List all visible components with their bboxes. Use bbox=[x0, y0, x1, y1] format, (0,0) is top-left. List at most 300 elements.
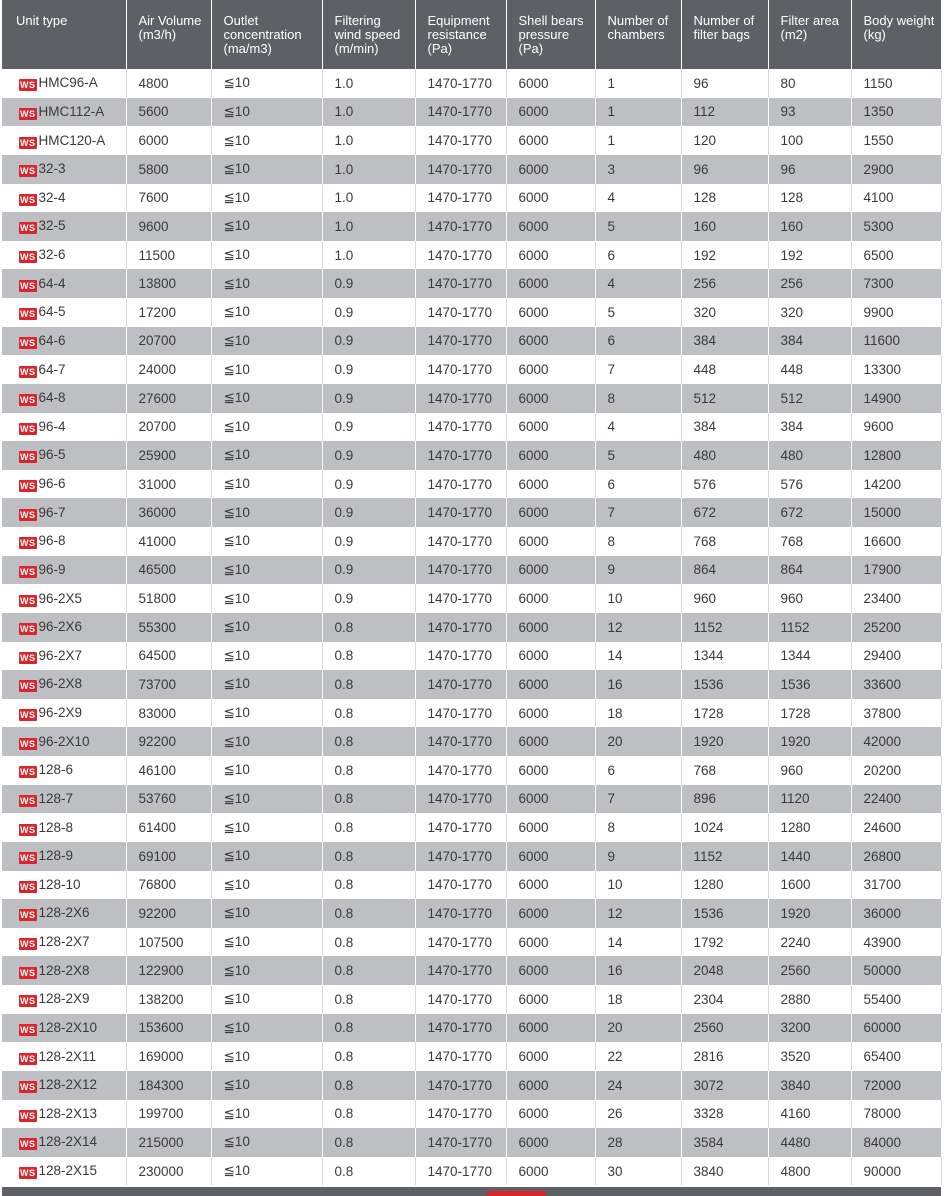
cell-number-of-chambers: 1 bbox=[595, 126, 681, 155]
cell-filter-area: 672 bbox=[768, 498, 851, 527]
cell-filtering-wind-speed: 0.8 bbox=[322, 1100, 415, 1129]
ws-logo-icon: WS bbox=[20, 624, 36, 635]
cell-air-volume: 17200 bbox=[126, 298, 211, 327]
cell-equipment-resistance: 1470-1770 bbox=[415, 985, 506, 1014]
cell-body-weight: 6500 bbox=[851, 241, 941, 270]
cell-filter-area: 1600 bbox=[768, 871, 851, 900]
ws-logo-icon: WS bbox=[20, 481, 36, 492]
cell-number-of-filter-bags: 96 bbox=[681, 69, 768, 98]
cell-unit-type bbox=[2, 727, 126, 756]
cell-number-of-filter-bags: 128 bbox=[681, 184, 768, 213]
header-outlet-concentration: Outlet concentration (ma/m3) bbox=[211, 0, 322, 69]
cell-number-of-chambers: 4 bbox=[595, 269, 681, 298]
cell-equipment-resistance: 1470-1770 bbox=[415, 498, 506, 527]
cell-unit-type bbox=[2, 527, 126, 556]
cell-unit-type bbox=[2, 155, 126, 184]
cell-number-of-chambers: 10 bbox=[595, 584, 681, 613]
table-row bbox=[2, 1128, 941, 1157]
cell-body-weight: 23400 bbox=[851, 584, 941, 613]
unit-type-label: 128-2X9 bbox=[38, 991, 90, 1007]
ws-logo-icon: WS bbox=[20, 1024, 36, 1035]
cell-number-of-chambers: 22 bbox=[595, 1042, 681, 1071]
cell-number-of-filter-bags: 1344 bbox=[681, 642, 768, 671]
cell-unit-type bbox=[2, 384, 126, 413]
cell-equipment-resistance: 1470-1770 bbox=[415, 956, 506, 985]
cell-number-of-chambers: 7 bbox=[595, 785, 681, 814]
cell-number-of-chambers: 20 bbox=[595, 727, 681, 756]
cell-number-of-filter-bags: 1024 bbox=[681, 813, 768, 842]
cell-outlet-concentration: ≦10 bbox=[211, 842, 322, 871]
cell-filter-area: 160 bbox=[768, 212, 851, 241]
cell-number-of-filter-bags: 3072 bbox=[681, 1071, 768, 1100]
cell-air-volume: 169000 bbox=[126, 1042, 211, 1071]
cell-outlet-concentration: ≦10 bbox=[211, 441, 322, 470]
cell-number-of-chambers: 6 bbox=[595, 327, 681, 356]
cell-number-of-chambers: 1 bbox=[595, 98, 681, 127]
ws-logo-icon: WS bbox=[20, 738, 36, 749]
table-row bbox=[2, 241, 941, 270]
cell-number-of-chambers: 9 bbox=[595, 842, 681, 871]
cell-shell-pressure: 6000 bbox=[506, 1014, 595, 1043]
unit-type-label: 128-7 bbox=[38, 790, 74, 806]
header-filtering-wind-speed: Filtering wind speed (m/min) bbox=[322, 0, 415, 69]
cell-unit-type bbox=[2, 269, 126, 298]
cell-outlet-concentration: ≦10 bbox=[211, 155, 322, 184]
cell-outlet-concentration: ≦10 bbox=[211, 1128, 322, 1157]
cell-number-of-chambers: 14 bbox=[595, 642, 681, 671]
cell-air-volume: 73700 bbox=[126, 670, 211, 699]
cell-air-volume: 53760 bbox=[126, 785, 211, 814]
unit-type-label: 96-9 bbox=[38, 561, 66, 577]
cell-equipment-resistance: 1470-1770 bbox=[415, 1014, 506, 1043]
cell-air-volume: 20700 bbox=[126, 327, 211, 356]
cell-filtering-wind-speed: 0.8 bbox=[322, 670, 415, 699]
cell-body-weight: 31700 bbox=[851, 871, 941, 900]
cell-number-of-chambers: 16 bbox=[595, 670, 681, 699]
cell-body-weight: 65400 bbox=[851, 1042, 941, 1071]
cell-filter-area: 4160 bbox=[768, 1100, 851, 1129]
cell-number-of-filter-bags: 2048 bbox=[681, 956, 768, 985]
cell-shell-pressure: 6000 bbox=[506, 184, 595, 213]
ws-logo-icon: WS bbox=[20, 223, 36, 234]
unit-type-label: 128-2X8 bbox=[38, 962, 90, 978]
cell-filter-area: 384 bbox=[768, 327, 851, 356]
cell-number-of-filter-bags: 672 bbox=[681, 498, 768, 527]
cell-outlet-concentration: ≦10 bbox=[211, 413, 322, 442]
cell-outlet-concentration: ≦10 bbox=[211, 928, 322, 957]
cell-outlet-concentration: ≦10 bbox=[211, 355, 322, 384]
cell-filtering-wind-speed: 0.8 bbox=[322, 1157, 415, 1186]
cell-air-volume: 27600 bbox=[126, 384, 211, 413]
ws-logo-icon: WS bbox=[20, 652, 36, 663]
unit-type-label: 128-2X13 bbox=[38, 1105, 98, 1121]
cell-filtering-wind-speed: 0.8 bbox=[322, 642, 415, 671]
cell-filter-area: 2880 bbox=[768, 985, 851, 1014]
cell-filter-area: 1920 bbox=[768, 727, 851, 756]
cell-unit-type bbox=[2, 470, 126, 499]
cell-air-volume: 25900 bbox=[126, 441, 211, 470]
cell-unit-type bbox=[2, 1157, 126, 1186]
cell-unit-type bbox=[2, 642, 126, 671]
cell-filter-area: 128 bbox=[768, 184, 851, 213]
cell-shell-pressure: 6000 bbox=[506, 327, 595, 356]
cell-equipment-resistance: 1470-1770 bbox=[415, 69, 506, 98]
cell-shell-pressure: 6000 bbox=[506, 498, 595, 527]
header-equipment-resistance: Equipment resistance (Pa) bbox=[415, 0, 506, 69]
cell-shell-pressure: 6000 bbox=[506, 241, 595, 270]
cell-filtering-wind-speed: 0.9 bbox=[322, 355, 415, 384]
cell-shell-pressure: 6000 bbox=[506, 756, 595, 785]
cell-number-of-filter-bags: 768 bbox=[681, 756, 768, 785]
cell-number-of-chambers: 24 bbox=[595, 1071, 681, 1100]
cell-equipment-resistance: 1470-1770 bbox=[415, 98, 506, 127]
table-row bbox=[2, 785, 941, 814]
cell-body-weight: 17900 bbox=[851, 556, 941, 585]
header-shell-pressure: Shell bears pressure (Pa) bbox=[506, 0, 595, 69]
cell-shell-pressure: 6000 bbox=[506, 584, 595, 613]
cell-filter-area: 1344 bbox=[768, 642, 851, 671]
cell-number-of-chambers: 18 bbox=[595, 699, 681, 728]
cell-unit-type bbox=[2, 785, 126, 814]
unit-type-label: 64-7 bbox=[38, 361, 66, 377]
cell-number-of-chambers: 12 bbox=[595, 899, 681, 928]
ws-logo-icon: WS bbox=[20, 309, 36, 320]
cell-air-volume: 7600 bbox=[126, 184, 211, 213]
cell-number-of-chambers: 16 bbox=[595, 956, 681, 985]
unit-type-label: 96-4 bbox=[38, 418, 66, 434]
cell-shell-pressure: 6000 bbox=[506, 642, 595, 671]
cell-equipment-resistance: 1470-1770 bbox=[415, 384, 506, 413]
cell-air-volume: 92200 bbox=[126, 727, 211, 756]
ws-logo-icon: WS bbox=[20, 1053, 36, 1064]
cell-shell-pressure: 6000 bbox=[506, 441, 595, 470]
cell-outlet-concentration: ≦10 bbox=[211, 1071, 322, 1100]
cell-shell-pressure: 6000 bbox=[506, 699, 595, 728]
cell-body-weight: 5300 bbox=[851, 212, 941, 241]
cell-number-of-filter-bags: 480 bbox=[681, 441, 768, 470]
table-row bbox=[2, 1071, 941, 1100]
cell-body-weight: 78000 bbox=[851, 1100, 941, 1129]
cell-filter-area: 1728 bbox=[768, 699, 851, 728]
cell-shell-pressure: 6000 bbox=[506, 355, 595, 384]
table-row bbox=[2, 155, 941, 184]
cell-outlet-concentration: ≦10 bbox=[211, 69, 322, 98]
cell-equipment-resistance: 1470-1770 bbox=[415, 327, 506, 356]
cell-unit-type bbox=[2, 1100, 126, 1129]
cell-equipment-resistance: 1470-1770 bbox=[415, 756, 506, 785]
cell-equipment-resistance: 1470-1770 bbox=[415, 1071, 506, 1100]
table-row bbox=[2, 1014, 941, 1043]
unit-type-label: 96-2X9 bbox=[38, 705, 83, 721]
ws-logo-icon: WS bbox=[20, 80, 36, 91]
cell-outlet-concentration: ≦10 bbox=[211, 785, 322, 814]
table-row bbox=[2, 670, 941, 699]
ws-logo-icon: WS bbox=[20, 939, 36, 950]
cell-number-of-filter-bags: 256 bbox=[681, 269, 768, 298]
cell-unit-type bbox=[2, 899, 126, 928]
cell-filtering-wind-speed: 0.8 bbox=[322, 785, 415, 814]
cell-unit-type bbox=[2, 956, 126, 985]
unit-type-label: 96-2X8 bbox=[38, 676, 83, 692]
cell-filter-area: 768 bbox=[768, 527, 851, 556]
unit-type-label: 96-2X6 bbox=[38, 619, 83, 635]
cell-body-weight: 29400 bbox=[851, 642, 941, 671]
cell-air-volume: 36000 bbox=[126, 498, 211, 527]
cell-number-of-filter-bags: 2816 bbox=[681, 1042, 768, 1071]
cell-filter-area: 1440 bbox=[768, 842, 851, 871]
cell-filtering-wind-speed: 0.8 bbox=[322, 613, 415, 642]
cell-filter-area: 1280 bbox=[768, 813, 851, 842]
cell-filter-area: 100 bbox=[768, 126, 851, 155]
unit-type-label: 32-6 bbox=[38, 247, 66, 263]
unit-type-label: 96-2X7 bbox=[38, 647, 83, 663]
cell-filtering-wind-speed: 0.8 bbox=[322, 842, 415, 871]
cell-shell-pressure: 6000 bbox=[506, 1071, 595, 1100]
table-body bbox=[2, 69, 941, 1185]
cell-air-volume: 46500 bbox=[126, 556, 211, 585]
cell-shell-pressure: 6000 bbox=[506, 985, 595, 1014]
cell-filtering-wind-speed: 1.0 bbox=[322, 184, 415, 213]
table-row bbox=[2, 527, 941, 556]
cell-equipment-resistance: 1470-1770 bbox=[415, 269, 506, 298]
cell-number-of-chambers: 26 bbox=[595, 1100, 681, 1129]
unit-type-label: HMC112-A bbox=[38, 103, 105, 119]
ws-logo-icon: WS bbox=[20, 910, 36, 921]
header-unit-type: Unit type bbox=[2, 0, 126, 69]
ws-logo-icon: WS bbox=[20, 509, 36, 520]
cell-filtering-wind-speed: 0.8 bbox=[322, 956, 415, 985]
cell-unit-type bbox=[2, 985, 126, 1014]
header-number-of-chambers: Number of chambers bbox=[595, 0, 681, 69]
cell-outlet-concentration: ≦10 bbox=[211, 813, 322, 842]
cell-air-volume: 9600 bbox=[126, 212, 211, 241]
cell-filter-area: 2560 bbox=[768, 956, 851, 985]
cell-body-weight: 37800 bbox=[851, 699, 941, 728]
cell-body-weight: 11600 bbox=[851, 327, 941, 356]
cell-number-of-filter-bags: 512 bbox=[681, 384, 768, 413]
unit-type-label: 32-4 bbox=[38, 189, 66, 205]
cell-shell-pressure: 6000 bbox=[506, 413, 595, 442]
cell-unit-type bbox=[2, 498, 126, 527]
cell-unit-type bbox=[2, 441, 126, 470]
unit-type-label: 128-2X10 bbox=[38, 1019, 98, 1035]
cell-filter-area: 96 bbox=[768, 155, 851, 184]
cell-outlet-concentration: ≦10 bbox=[211, 184, 322, 213]
cell-equipment-resistance: 1470-1770 bbox=[415, 527, 506, 556]
cell-shell-pressure: 6000 bbox=[506, 842, 595, 871]
cell-body-weight: 22400 bbox=[851, 785, 941, 814]
unit-type-label: 96-8 bbox=[38, 533, 66, 549]
cell-body-weight: 26800 bbox=[851, 842, 941, 871]
cell-filtering-wind-speed: 0.9 bbox=[322, 527, 415, 556]
table-row bbox=[2, 269, 941, 298]
cell-body-weight: 14200 bbox=[851, 470, 941, 499]
cell-number-of-filter-bags: 3584 bbox=[681, 1128, 768, 1157]
cell-number-of-chambers: 9 bbox=[595, 556, 681, 585]
cell-equipment-resistance: 1470-1770 bbox=[415, 842, 506, 871]
cell-shell-pressure: 6000 bbox=[506, 69, 595, 98]
ws-logo-icon: WS bbox=[20, 767, 36, 778]
cell-number-of-chambers: 10 bbox=[595, 871, 681, 900]
cell-equipment-resistance: 1470-1770 bbox=[415, 813, 506, 842]
table-row bbox=[2, 642, 941, 671]
cell-filtering-wind-speed: 0.9 bbox=[322, 413, 415, 442]
table-row bbox=[2, 985, 941, 1014]
cell-air-volume: 153600 bbox=[126, 1014, 211, 1043]
cell-air-volume: 4800 bbox=[126, 69, 211, 98]
cell-number-of-chambers: 8 bbox=[595, 384, 681, 413]
footer-bar bbox=[2, 1187, 941, 1196]
cell-outlet-concentration: ≦10 bbox=[211, 241, 322, 270]
cell-equipment-resistance: 1470-1770 bbox=[415, 441, 506, 470]
table-row bbox=[2, 441, 941, 470]
table-row bbox=[2, 699, 941, 728]
cell-shell-pressure: 6000 bbox=[506, 556, 595, 585]
cell-body-weight: 4100 bbox=[851, 184, 941, 213]
cell-body-weight: 7300 bbox=[851, 269, 941, 298]
cell-shell-pressure: 6000 bbox=[506, 1042, 595, 1071]
cell-number-of-filter-bags: 1280 bbox=[681, 871, 768, 900]
cell-number-of-filter-bags: 112 bbox=[681, 98, 768, 127]
unit-type-label: 128-2X14 bbox=[38, 1134, 98, 1150]
cell-air-volume: 61400 bbox=[126, 813, 211, 842]
table-row bbox=[2, 69, 941, 98]
ws-logo-icon: WS bbox=[20, 853, 36, 864]
ws-logo-icon: WS bbox=[20, 996, 36, 1007]
cell-outlet-concentration: ≦10 bbox=[211, 1042, 322, 1071]
cell-shell-pressure: 6000 bbox=[506, 785, 595, 814]
cell-number-of-chambers: 30 bbox=[595, 1157, 681, 1186]
cell-equipment-resistance: 1470-1770 bbox=[415, 1042, 506, 1071]
unit-type-label: 64-5 bbox=[38, 304, 66, 320]
unit-type-label: 128-6 bbox=[38, 762, 74, 778]
ws-logo-icon: WS bbox=[20, 252, 36, 263]
cell-filtering-wind-speed: 0.9 bbox=[322, 269, 415, 298]
cell-body-weight: 16600 bbox=[851, 527, 941, 556]
cell-outlet-concentration: ≦10 bbox=[211, 985, 322, 1014]
table-row bbox=[2, 613, 941, 642]
cell-shell-pressure: 6000 bbox=[506, 1100, 595, 1129]
cell-air-volume: 138200 bbox=[126, 985, 211, 1014]
cell-number-of-chambers: 8 bbox=[595, 527, 681, 556]
ws-logo-icon: WS bbox=[20, 280, 36, 291]
cell-equipment-resistance: 1470-1770 bbox=[415, 413, 506, 442]
table-row bbox=[2, 384, 941, 413]
cell-filter-area: 3200 bbox=[768, 1014, 851, 1043]
cell-body-weight: 60000 bbox=[851, 1014, 941, 1043]
cell-shell-pressure: 6000 bbox=[506, 1157, 595, 1186]
table-header bbox=[2, 0, 941, 69]
cell-outlet-concentration: ≦10 bbox=[211, 613, 322, 642]
cell-number-of-filter-bags: 768 bbox=[681, 527, 768, 556]
cell-outlet-concentration: ≦10 bbox=[211, 527, 322, 556]
unit-type-label: HMC96-A bbox=[38, 75, 98, 91]
cell-equipment-resistance: 1470-1770 bbox=[415, 613, 506, 642]
cell-filtering-wind-speed: 0.9 bbox=[322, 584, 415, 613]
cell-unit-type bbox=[2, 413, 126, 442]
cell-equipment-resistance: 1470-1770 bbox=[415, 928, 506, 957]
cell-unit-type bbox=[2, 212, 126, 241]
cell-unit-type bbox=[2, 1014, 126, 1043]
cell-number-of-filter-bags: 192 bbox=[681, 241, 768, 270]
table-row bbox=[2, 1100, 941, 1129]
cell-air-volume: 83000 bbox=[126, 699, 211, 728]
unit-type-label: 96-2X5 bbox=[38, 590, 83, 606]
table-row bbox=[2, 470, 941, 499]
cell-number-of-chambers: 8 bbox=[595, 813, 681, 842]
table-row bbox=[2, 298, 941, 327]
cell-unit-type bbox=[2, 1042, 126, 1071]
cell-filter-area: 93 bbox=[768, 98, 851, 127]
table-row bbox=[2, 212, 941, 241]
cell-outlet-concentration: ≦10 bbox=[211, 269, 322, 298]
unit-type-label: 128-8 bbox=[38, 819, 74, 835]
cell-unit-type bbox=[2, 842, 126, 871]
cell-body-weight: 36000 bbox=[851, 899, 941, 928]
cell-shell-pressure: 6000 bbox=[506, 269, 595, 298]
cell-outlet-concentration: ≦10 bbox=[211, 498, 322, 527]
unit-type-label: 64-6 bbox=[38, 332, 66, 348]
cell-filter-area: 960 bbox=[768, 584, 851, 613]
unit-type-label: HMC120-A bbox=[38, 132, 106, 148]
cell-shell-pressure: 6000 bbox=[506, 613, 595, 642]
ws-logo-icon: WS bbox=[20, 824, 36, 835]
cell-air-volume: 20700 bbox=[126, 413, 211, 442]
header-air-volume: Air Volume (m3/h) bbox=[126, 0, 211, 69]
table-row bbox=[2, 1157, 941, 1186]
table-row bbox=[2, 727, 941, 756]
cell-body-weight: 9600 bbox=[851, 413, 941, 442]
table-row bbox=[2, 126, 941, 155]
cell-number-of-chambers: 12 bbox=[595, 613, 681, 642]
ws-logo-icon: WS bbox=[20, 681, 36, 692]
header-filter-area: Filter area (m2) bbox=[768, 0, 851, 69]
cell-equipment-resistance: 1470-1770 bbox=[415, 212, 506, 241]
cell-filtering-wind-speed: 0.8 bbox=[322, 1128, 415, 1157]
cell-equipment-resistance: 1470-1770 bbox=[415, 785, 506, 814]
cell-filter-area: 4480 bbox=[768, 1128, 851, 1157]
table-row bbox=[2, 98, 941, 127]
cell-filtering-wind-speed: 0.8 bbox=[322, 1042, 415, 1071]
cell-body-weight: 13300 bbox=[851, 355, 941, 384]
cell-number-of-filter-bags: 320 bbox=[681, 298, 768, 327]
cell-equipment-resistance: 1470-1770 bbox=[415, 642, 506, 671]
cell-number-of-filter-bags: 1536 bbox=[681, 899, 768, 928]
cell-air-volume: 107500 bbox=[126, 928, 211, 957]
cell-filtering-wind-speed: 0.8 bbox=[322, 928, 415, 957]
cell-shell-pressure: 6000 bbox=[506, 928, 595, 957]
unit-type-label: 64-8 bbox=[38, 390, 66, 406]
cell-air-volume: 76800 bbox=[126, 871, 211, 900]
ws-logo-icon: WS bbox=[20, 452, 36, 463]
cell-equipment-resistance: 1470-1770 bbox=[415, 155, 506, 184]
cell-air-volume: 92200 bbox=[126, 899, 211, 928]
cell-filter-area: 3840 bbox=[768, 1071, 851, 1100]
cell-shell-pressure: 6000 bbox=[506, 813, 595, 842]
cell-outlet-concentration: ≦10 bbox=[211, 899, 322, 928]
cell-body-weight: 55400 bbox=[851, 985, 941, 1014]
cell-air-volume: 69100 bbox=[126, 842, 211, 871]
cell-number-of-chambers: 5 bbox=[595, 212, 681, 241]
cell-outlet-concentration: ≦10 bbox=[211, 727, 322, 756]
cell-filtering-wind-speed: 1.0 bbox=[322, 212, 415, 241]
cell-equipment-resistance: 1470-1770 bbox=[415, 126, 506, 155]
unit-type-label: 128-2X6 bbox=[38, 905, 90, 921]
cell-body-weight: 33600 bbox=[851, 670, 941, 699]
cell-unit-type bbox=[2, 184, 126, 213]
cell-number-of-chambers: 4 bbox=[595, 413, 681, 442]
cell-body-weight: 2900 bbox=[851, 155, 941, 184]
